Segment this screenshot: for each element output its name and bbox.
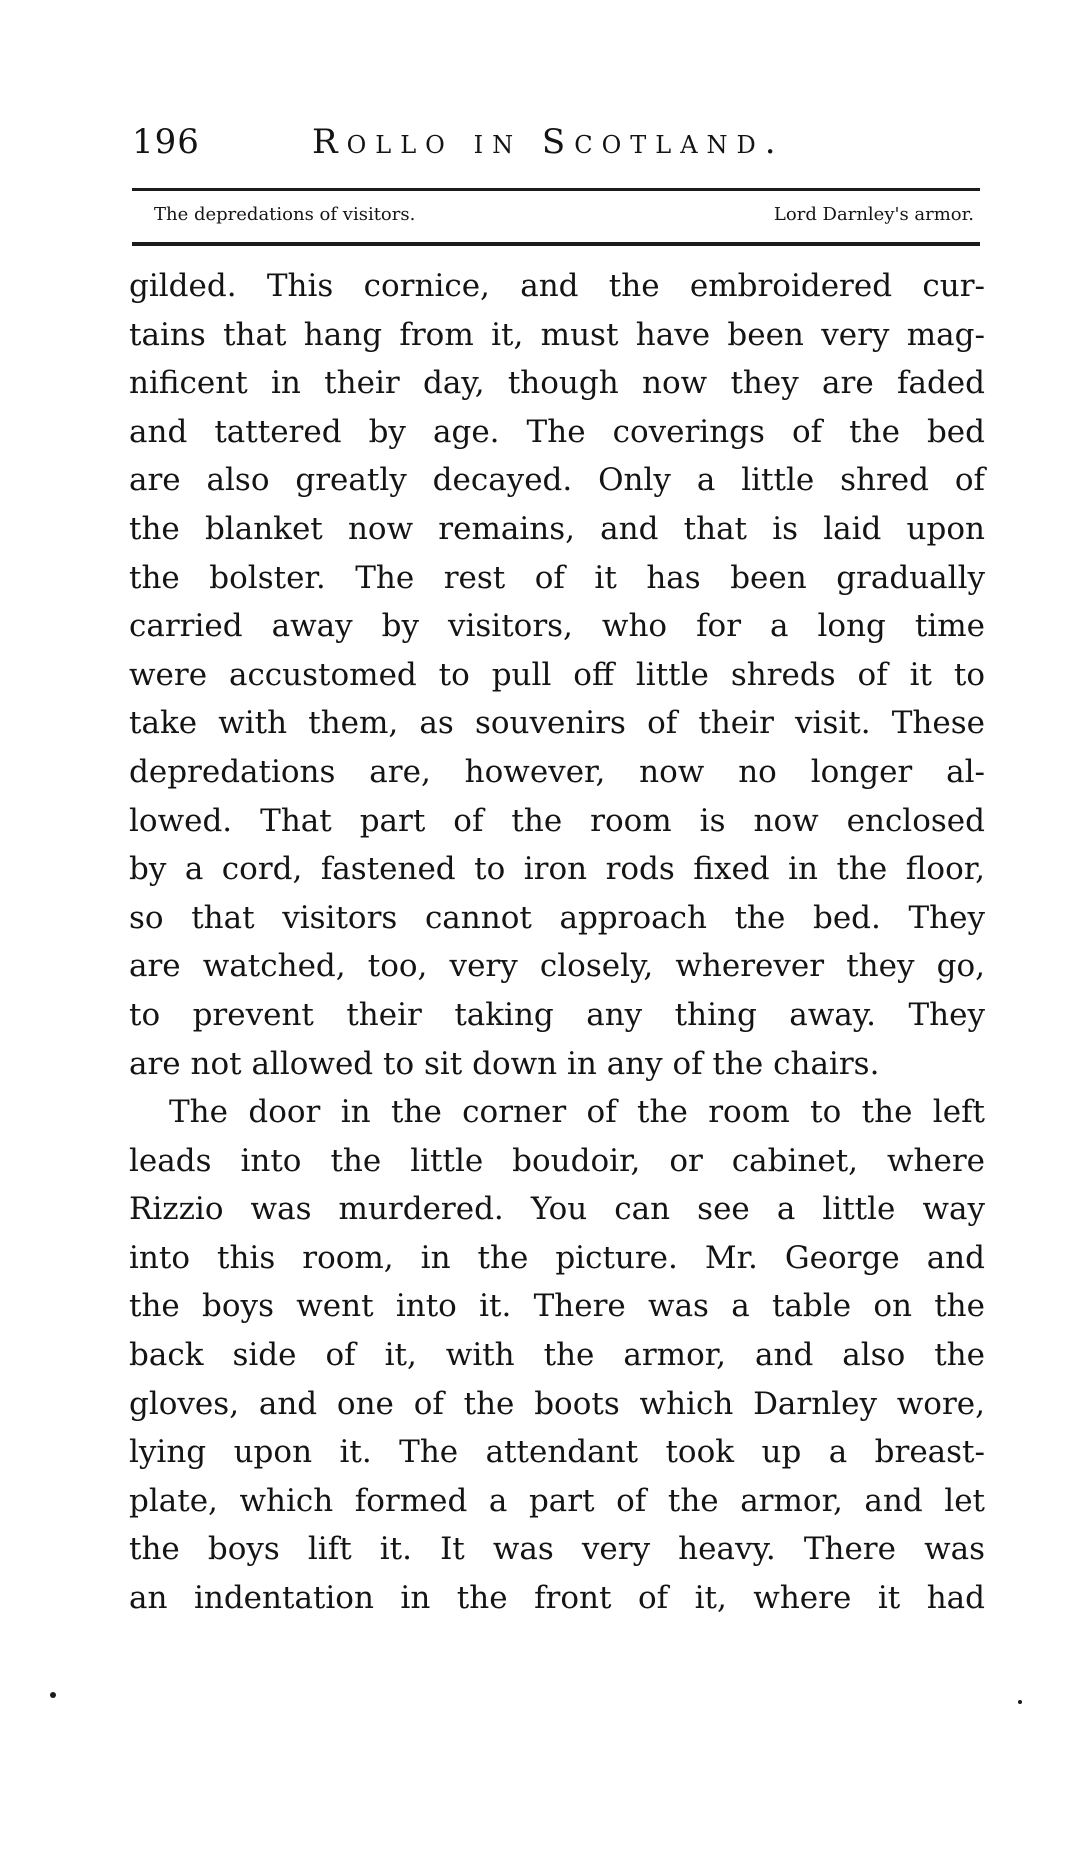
text-line: were accustomed to pull off little shreds of it to [129, 656, 985, 693]
text-line: lying upon it. The attendant took up a breast- [129, 1434, 985, 1471]
text-line: the blanket now remains, and that is laid upon [129, 510, 985, 547]
text-line: leads into the little boudoir, or cabinet, where [129, 1142, 985, 1179]
page-header [132, 118, 980, 168]
marginal-heading-right: Lord Darnley's armor. [773, 204, 974, 225]
text-line: the boys went into it. There was a table on the [129, 1288, 985, 1325]
text-line: by a cord, fastened to iron rods fixed in the floor, [129, 851, 985, 888]
text-line: nificent in their day, though now they are faded [129, 365, 985, 402]
text-line: and tattered by age. The coverings of the bed [129, 413, 985, 450]
header-rule-bottom [132, 242, 980, 246]
marginal-heading-left: The depredations of visitors. [154, 204, 416, 225]
text-line: tains that hang from it, must have been very mag- [129, 316, 985, 353]
text-line: the boys lift it. It was very heavy. There was [129, 1531, 985, 1568]
text-line: into this room, in the picture. Mr. George and [129, 1239, 985, 1276]
header-rule-top [132, 188, 980, 191]
print-speck [1018, 1700, 1022, 1704]
text-line: lowed. That part of the room is now enclosed [129, 802, 985, 839]
running-title: Rollo in Scotland. [312, 122, 785, 162]
text-line: depredations are, however, now no longer al- [129, 753, 985, 790]
text-line: carried away by visitors, who for a long time [129, 608, 985, 645]
text-line: take with them, as souvenirs of their visit. These [129, 705, 985, 742]
paragraph-start-line: The door in the corner of the room to the left [169, 1094, 985, 1131]
text-line: plate, which formed a part of the armor, and let [129, 1482, 985, 1519]
print-speck [50, 1692, 56, 1698]
text-line: back side of it, with the armor, and also the [129, 1337, 985, 1374]
text-line: the bolster. The rest of it has been gradually [129, 559, 985, 596]
text-line: gloves, and one of the boots which Darnley wore, [129, 1385, 985, 1422]
text-line: gilded. This cornice, and the embroidered cur- [129, 268, 985, 304]
text-line: Rizzio was murdered. You can see a little way [129, 1191, 985, 1228]
body-text [129, 262, 985, 1623]
page-number: 196 [132, 122, 200, 162]
text-line: to prevent their taking any thing away. They [129, 996, 985, 1033]
paragraph-end-line: are not allowed to sit down in any of the chairs. [129, 1045, 880, 1082]
text-line: are also greatly decayed. Only a little shred of [129, 462, 985, 499]
text-line: an indentation in the front of it, where it had [129, 1580, 985, 1617]
text-line: are watched, too, very closely, wherever they go, [129, 948, 985, 985]
text-line: so that visitors cannot approach the bed. They [129, 899, 985, 936]
